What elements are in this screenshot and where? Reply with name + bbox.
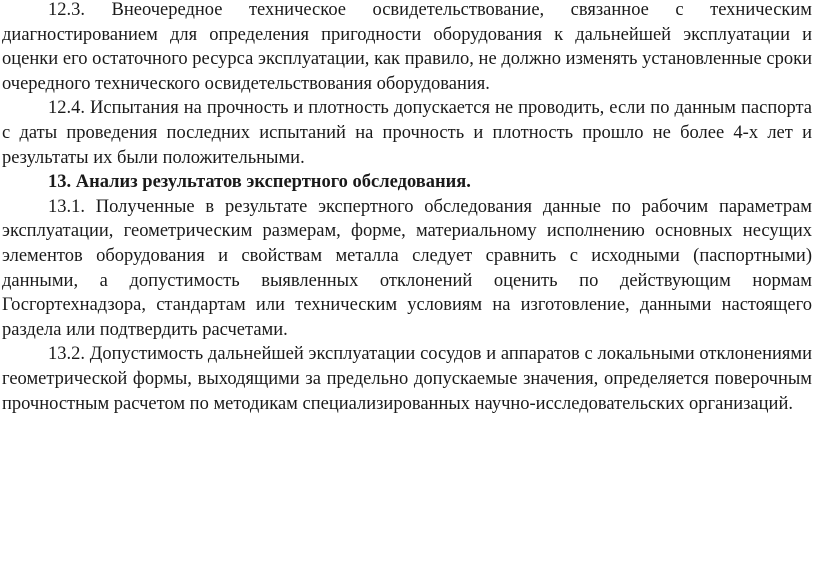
paragraph-13-1: 13.1. Полученные в результате экспертного обследования данные по рабочим параметрам эксплуатации, геометрическим размерам, форме, материальному исполнению основных несущих элементов оборудования и свойствам металла следует сравнить с исходными (паспортными) данными, а допустимость выявленных отклонений оценить по действующим нормам Госгортехнадзора, стандартам или техническим условиям на изготовление, данными настоящего раздела или подтвердить расчетами. bbox=[2, 196, 812, 340]
paragraph-13-2: 13.2. Допустимость дальнейшей эксплуатации сосудов и аппаратов с локальными отклонениями геометрической формы, выходящими за предельно допускаемые значения, определяется поверочным прочностным расчетом по методикам специализированных научно-исследовательских организаций. bbox=[2, 344, 812, 414]
section-heading-13: 13. Анализ результатов экспертного обследования. bbox=[48, 172, 471, 193]
paragraph-12-4: 12.4. Испытания на прочность и плотность допускается не проводить, если по данным паспорта с даты проведения последних испытаний на прочность и плотность прошло не более 4-х лет и результаты их были положительными. bbox=[2, 98, 812, 168]
paragraph-12-3: 12.3. Внеочередное техническое освидетельствование, связанное с техническим диагностированием для определения пригодности оборудования к дальнейшей эксплуатации и оценки его остаточного ресурса эксплуатации, как правило, не должно изменять установленные сроки очередного технического освидетельствования оборудования. bbox=[2, 0, 812, 94]
